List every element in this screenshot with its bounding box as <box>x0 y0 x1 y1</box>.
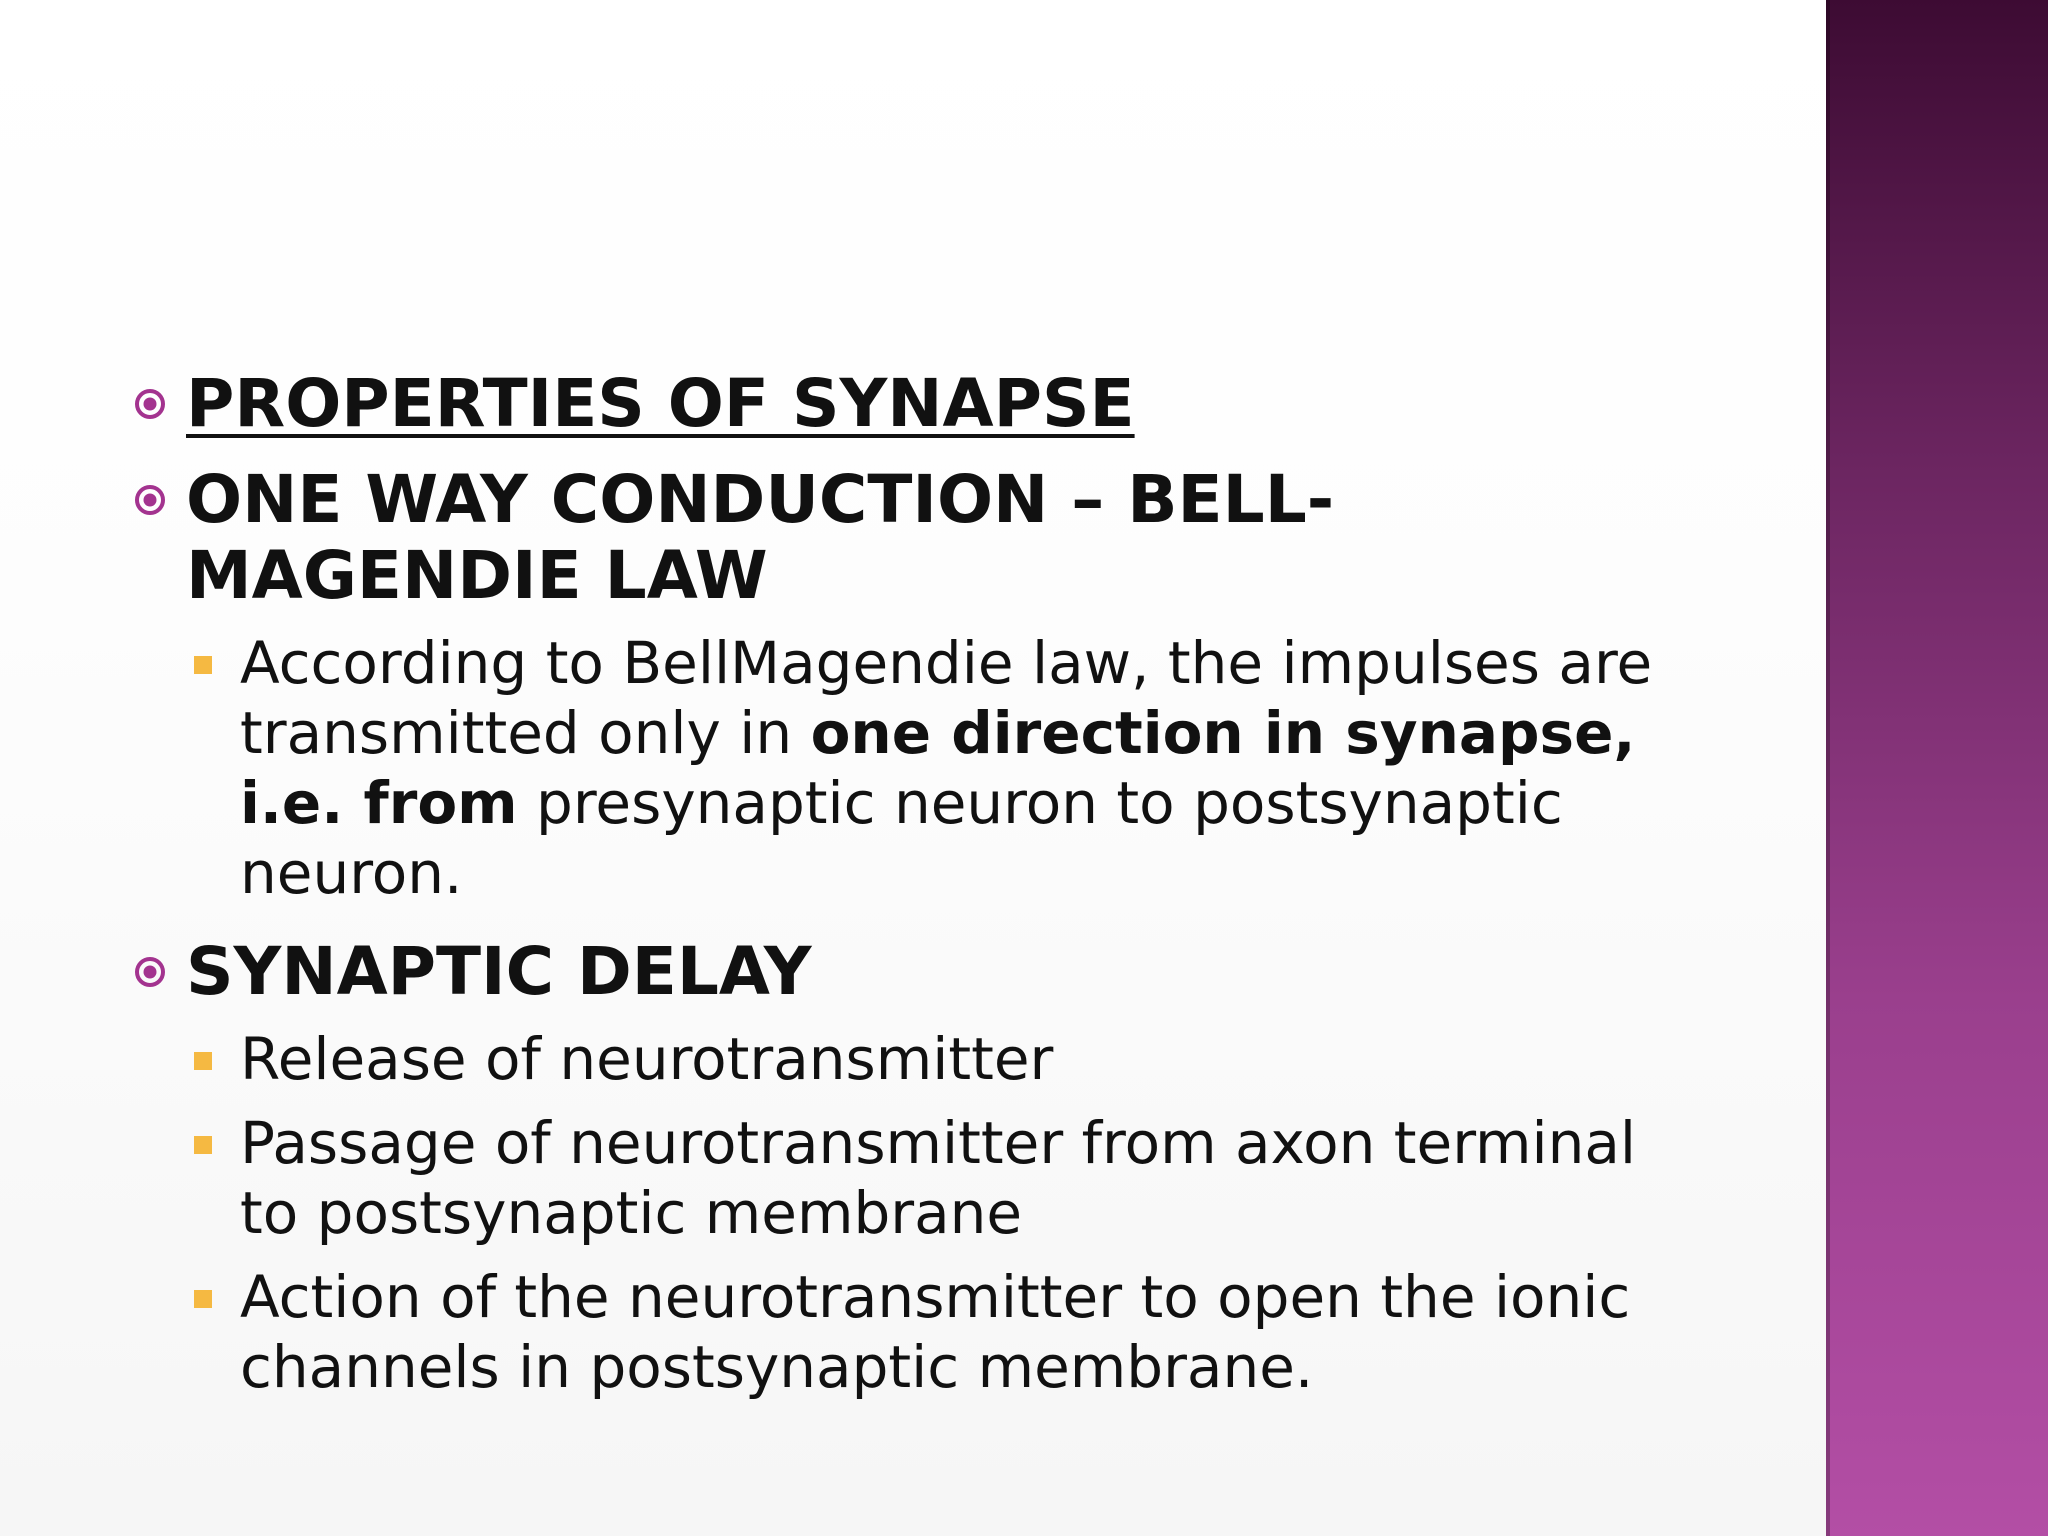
one-way-sublist <box>134 628 1694 908</box>
list-item <box>134 1024 1694 1094</box>
bullet-properties-of-synapse <box>134 366 1694 442</box>
one-way-text-part1: According to BellMagendie law, the impulses are transmitted only in <box>240 629 1653 767</box>
list-item <box>134 628 1694 908</box>
delay-item-3: Action of the neurotransmitter to open the ionic channels in postsynaptic membrane. <box>240 1263 1631 1401</box>
circled-dot-icon <box>134 388 166 420</box>
delay-item-1: Release of neurotransmitter <box>240 1025 1054 1093</box>
heading-one-way-conduction: ONE WAY CONDUCTION – BELL-MAGENDIE LAW <box>186 461 1335 614</box>
list-item <box>134 1108 1694 1248</box>
circled-dot-icon <box>134 956 166 988</box>
synaptic-delay-sublist <box>134 1024 1694 1402</box>
bullet-synaptic-delay <box>134 934 1694 1010</box>
sidebar-edge <box>1826 0 1830 1536</box>
bullet-one-way-conduction <box>134 462 1694 614</box>
delay-item-2: Passage of neurotransmitter from axon terminal to postsynaptic membrane <box>240 1109 1637 1247</box>
heading-synaptic-delay: SYNAPTIC DELAY <box>186 933 812 1010</box>
slide-body <box>134 366 1694 1416</box>
list-item <box>134 1262 1694 1402</box>
decorative-sidebar <box>1826 0 2048 1536</box>
square-bullet-icon <box>194 1052 212 1070</box>
one-way-text-part3: presynaptic neuron to postsynaptic neuron. <box>240 769 1563 907</box>
square-bullet-icon <box>194 656 212 674</box>
one-way-text-bold: one direction in synapse, i.e. from <box>240 699 1636 837</box>
square-bullet-icon <box>194 1136 212 1154</box>
circled-dot-icon <box>134 484 166 516</box>
square-bullet-icon <box>194 1290 212 1308</box>
heading-properties: PROPERTIES OF SYNAPSE <box>186 365 1135 442</box>
